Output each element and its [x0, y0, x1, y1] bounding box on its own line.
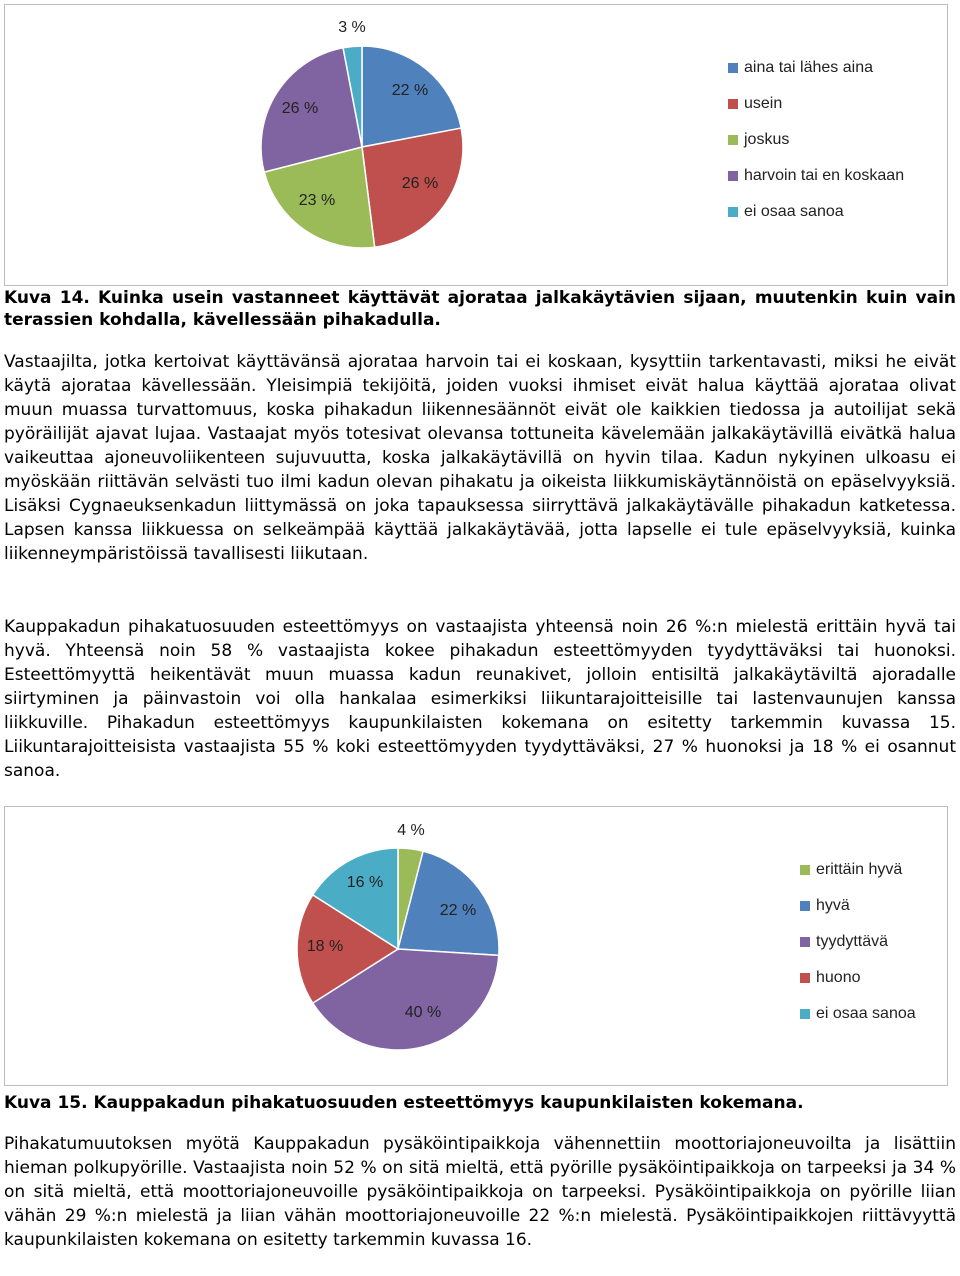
legend-swatch: [728, 135, 738, 145]
legend-label: joskus: [744, 131, 790, 148]
legend-label: usein: [744, 95, 783, 112]
legend-item: [800, 852, 916, 888]
legend-swatch: [800, 1009, 810, 1019]
legend-item: [800, 960, 916, 996]
paragraph-text: Pihakatumuutoksen myötä Kauppakadun pysäköintipaikkoja vähennettiin moottoriajoneuvoilta ja lisättiin hieman polkupyörille. Vastaajista noin 52 % on sitä mieltä, että pyörille pysäköintipaikkoja on tarpeeksi ja 34 % on sitä mieltä, että moottoriajoneuvoille pysäköintipaikkoja on tarpeeksi. Pysäköintipaikkoja on pyörille liian vähän 29 %:n mielestä ja liian vähän moottoriajoneuvoille 22 %:n mielestä. Pysäköintipaikkojen riittävyyttä kaupunkilaisten kokemana on esitetty tarkemmin kuvassa 16.: [4, 1134, 956, 1250]
slice-label: 22 %: [391, 82, 429, 100]
legend-item: [728, 50, 904, 86]
legend-swatch: [728, 99, 738, 109]
legend-item: [800, 996, 916, 1032]
slice-label: 40 %: [404, 1004, 442, 1022]
pie-chart-1-legend: [728, 50, 904, 230]
paragraph-2: [4, 615, 956, 783]
legend-item: [728, 194, 904, 230]
slice-label: 18 %: [306, 938, 344, 956]
legend-swatch: [728, 171, 738, 181]
legend-item: [800, 888, 916, 924]
caption-text: Kuva 14. Kuinka usein vastanneet käyttävät ajorataa jalkakäytävien sijaan, muutenkin kuin vain terassien kohdalla, kävellessään pihakadulla.: [4, 288, 956, 330]
paragraph-1: [4, 350, 956, 566]
legend-item: [728, 122, 904, 158]
slice-label: 26 %: [401, 175, 439, 193]
figure-caption-15: [4, 1091, 956, 1115]
legend-label: ei osaa sanoa: [816, 1005, 916, 1022]
slice-label: 16 %: [346, 874, 384, 892]
paragraph-text: Kauppakadun pihakatuosuuden esteettömyys on vastaajista yhteensä noin 26 %:n mielestä erittäin hyvä tai hyvä. Yhteensä noin 58 % vastaajista kokee pihakadun esteettömyyden tyydyttäväksi tai huonoksi. Esteettömyyttä heikentävät muun muassa kadun reunakivet, jolloin entisiltä jalkakäytäviltä ajoradalle siirtyminen ja päinvastoin voi olla hankalaa esimerkiksi liikuntarajoitteisille tai lastenvaunujen kanssa liikkuville. Pihakadun esteettömyys kaupunkilaisten kokemana on esitetty tarkemmin kuvassa 15. Liikuntarajoitteisista vastaajista 55 % koki esteettömyyden tyydyttäväksi, 27 % huonoksi ja 18 % ei osannut sanoa.: [4, 617, 956, 781]
slice-label: 4 %: [397, 822, 425, 840]
legend-label: ei osaa sanoa: [744, 203, 844, 220]
figure-caption-14: [4, 287, 956, 331]
paragraph-3: [4, 1132, 956, 1252]
legend-swatch: [728, 63, 738, 73]
slice-label: 26 %: [281, 100, 319, 118]
legend-label: hyvä: [816, 897, 850, 914]
pie-chart-2-legend: [800, 852, 916, 1032]
legend-item: [728, 158, 904, 194]
legend-label: tyydyttävä: [816, 933, 889, 950]
legend-swatch: [800, 973, 810, 983]
legend-swatch: [800, 865, 810, 875]
slice-label: 3 %: [338, 19, 366, 37]
slice-label: 22 %: [439, 902, 477, 920]
paragraph-text: Vastaajilta, jotka kertoivat käyttävänsä ajorataa harvoin tai ei koskaan, kysyttiin tarkentavasti, miksi he eivät käytä ajorataa kävellessään. Yleisimpiä tekijöitä, joiden vuoksi ihmiset eivät halua käyttää ajorataa olivat muun muassa turvattomuus, koska pihakadun liikennesäännöt eivät ole kaikkien tiedossa ja autoilijat sekä pyöräilijät ajavat lujaa. Vastaajat myös totesivat olevansa tottuneita kävelemään jalkakäytävillä eivätkä halua vaikeuttaa ajoneuvoliikenteen sujuvuutta, koska jalkakäytävillä on hyvin tilaa. Kadun nykyinen ulkoasu ei myöskään riittävän selvästi tuo ilmi kadun olevan pihakatu ja oikeista liikkumiskäytännöistä on epäselvyyksiä. Lisäksi Cygnaeuksenkadun liittymässä on joka tapauksessa siirryttävä jalkakäytävälle pihakadun katketessa. Lapsen kanssa liikkuessa on selkeämpää käyttää jalkakäytävää, jotta lapselle ei tule epäselvyyksiä, kuinka liikenneympäristöissä tavallisesti liikutaan.: [4, 352, 956, 564]
slice-label: 23 %: [298, 192, 336, 210]
legend-item: [800, 924, 916, 960]
legend-swatch: [800, 901, 810, 911]
legend-label: aina tai lähes aina: [744, 59, 873, 76]
legend-label: huono: [816, 969, 861, 986]
legend-swatch: [728, 207, 738, 217]
legend-swatch: [800, 937, 810, 947]
legend-label: erittäin hyvä: [816, 861, 903, 878]
legend-label: harvoin tai en koskaan: [744, 167, 905, 184]
legend-item: [728, 86, 904, 122]
caption-text: Kuva 15. Kauppakadun pihakatuosuuden esteettömyys kaupunkilaisten kokemana.: [4, 1093, 804, 1113]
